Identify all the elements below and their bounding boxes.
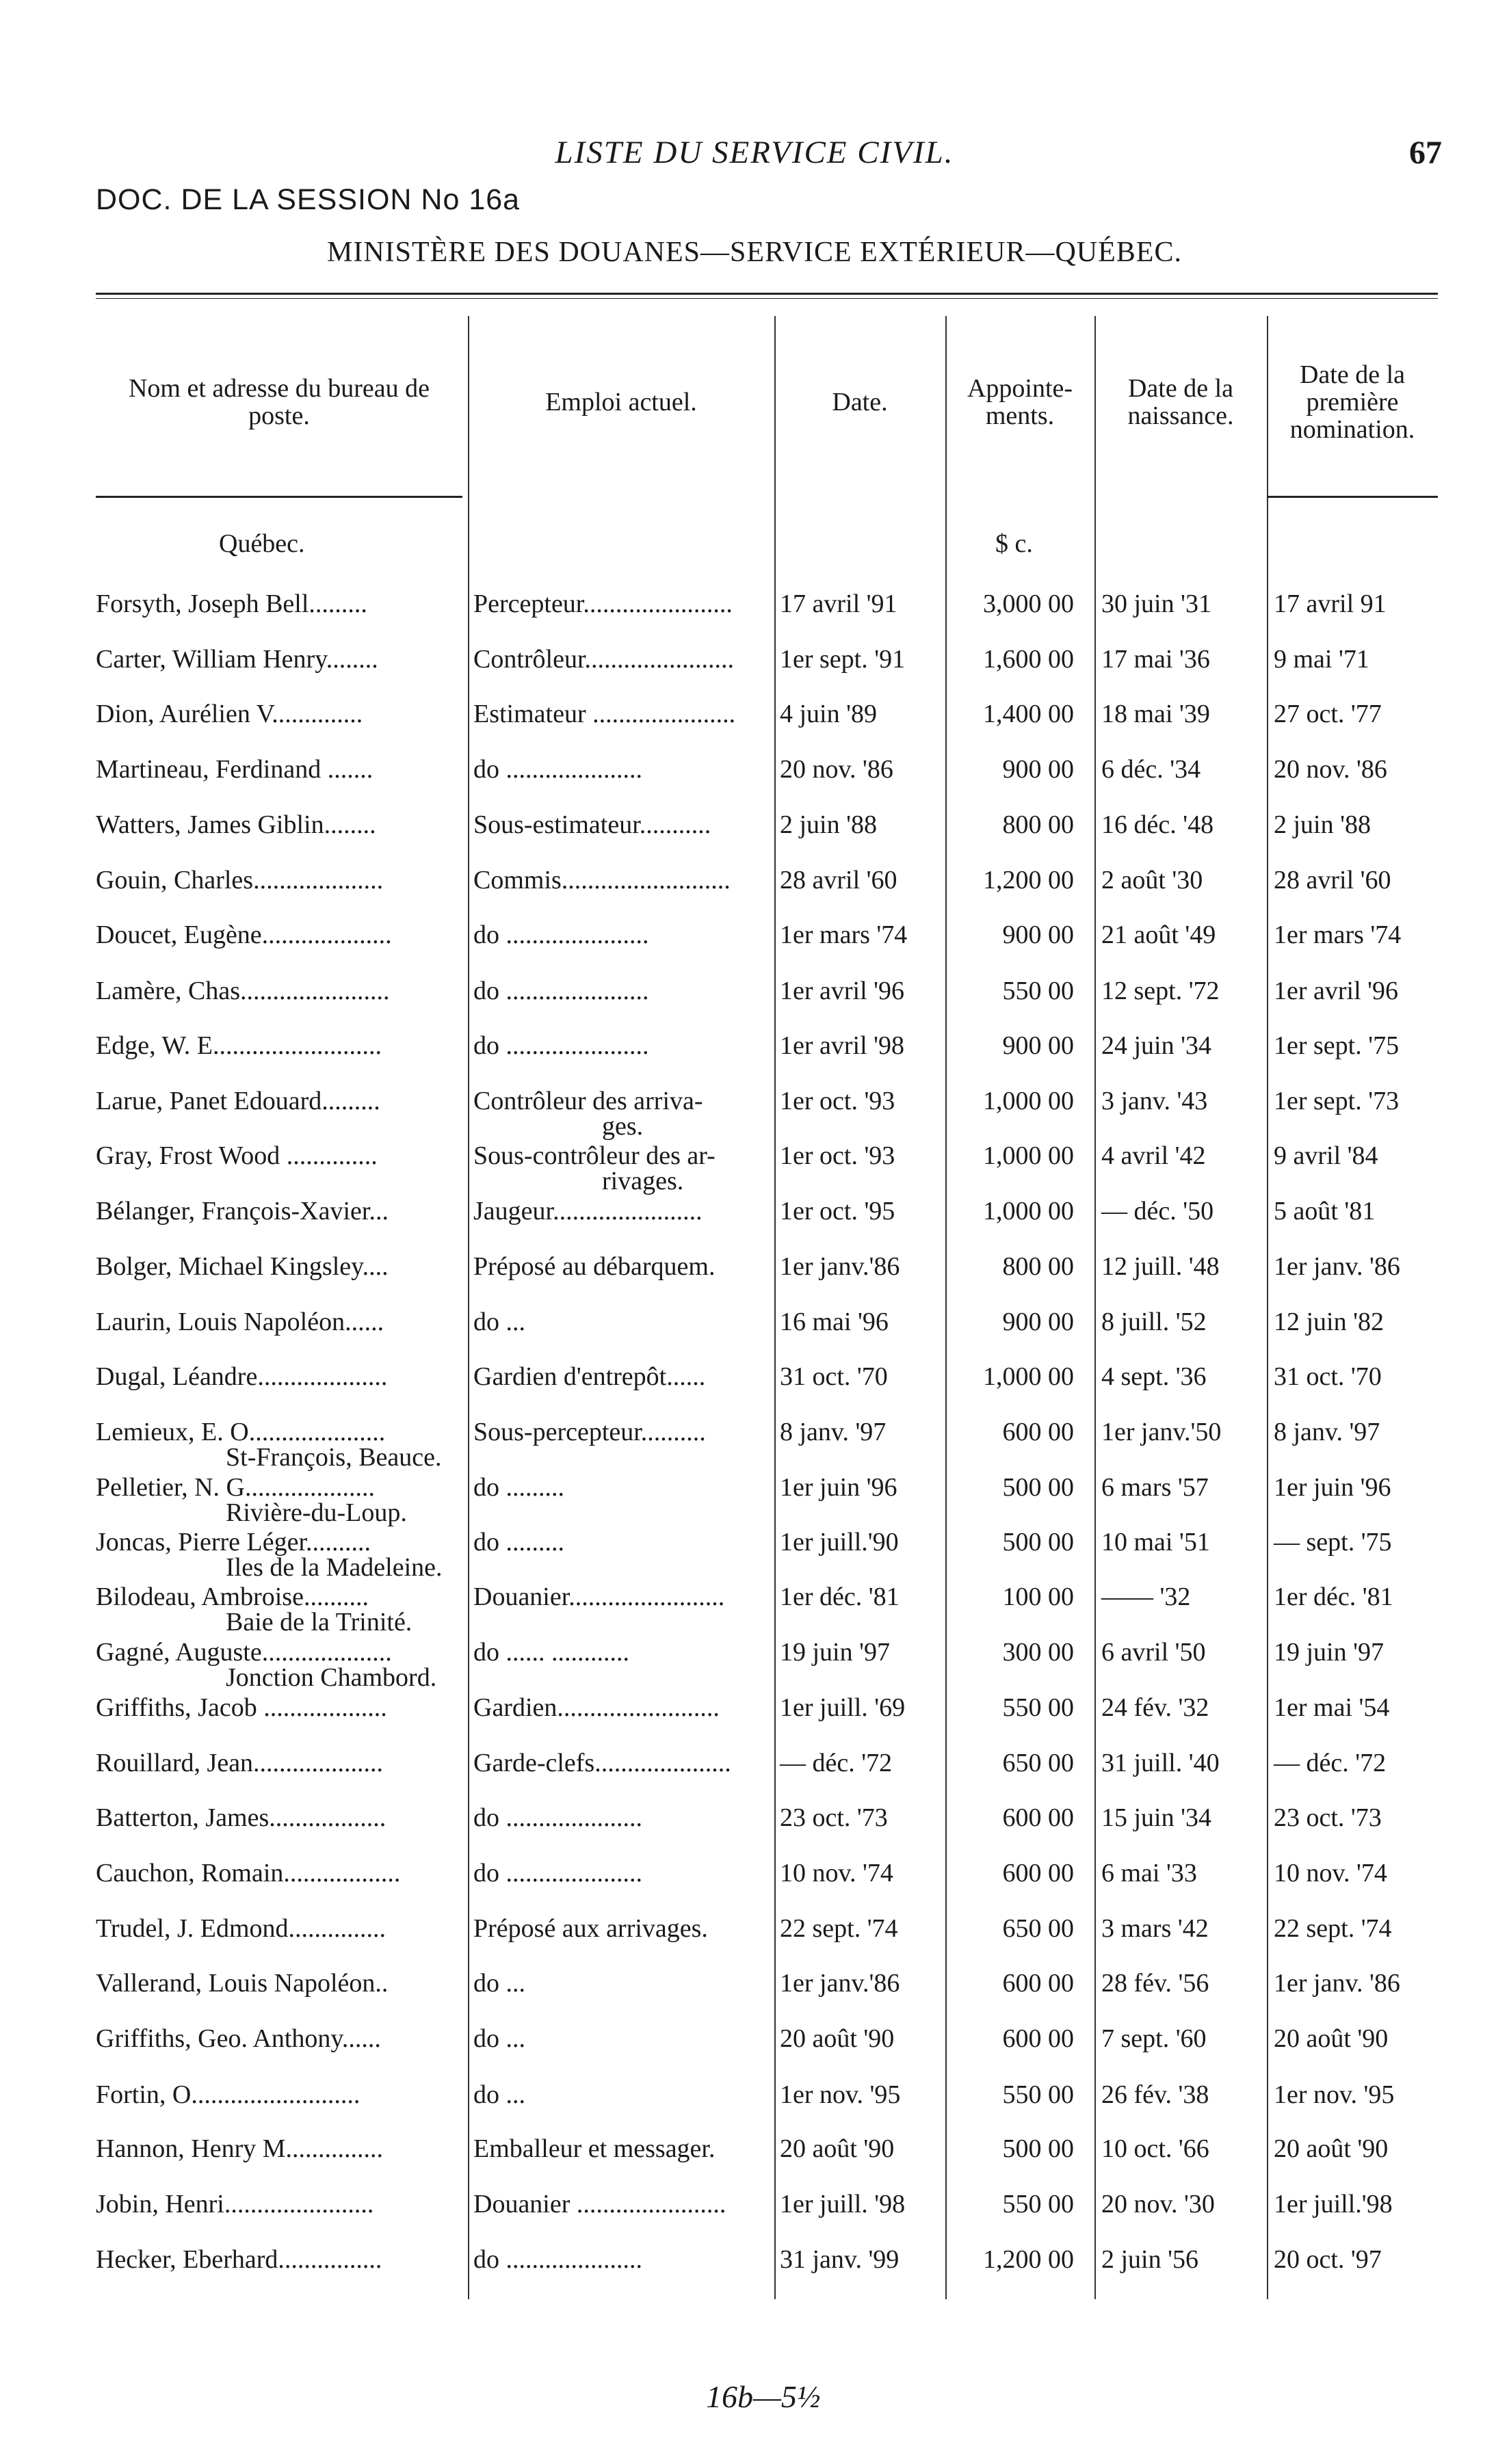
row-appointements: 3,000 00 (983, 589, 1074, 618)
row-naissance: 2 août '30 (1101, 866, 1203, 895)
row-nomination: 1er mars '74 (1274, 920, 1402, 949)
row-nomination: 12 juin '82 (1274, 1308, 1384, 1336)
row-date: 1er oct. '93 (780, 1141, 895, 1170)
row-emploi: Sous-estimateur........... (473, 810, 711, 839)
row-name: Rouillard, Jean.................... (96, 1749, 384, 1777)
row-nomination: 17 avril 91 (1274, 589, 1387, 618)
row-nomination: 20 août '90 (1274, 2134, 1389, 2163)
row-date: 1er nov. '95 (780, 2080, 901, 2109)
row-name: Bolger, Michael Kingsley.... (96, 1252, 389, 1281)
row-name: Trudel, J. Edmond............... (96, 1914, 386, 1943)
row-naissance: 10 oct. '66 (1101, 2134, 1209, 2163)
row-appointements: 900 00 (1002, 755, 1074, 784)
row-nomination: 9 avril '84 (1274, 1141, 1378, 1170)
row-name: Gouin, Charles.................... (96, 866, 384, 895)
currency-label: $ c. (995, 529, 1033, 558)
row-name: Laurin, Louis Napoléon...... (96, 1308, 384, 1336)
row-emploi: Sous-contrôleur des ar- (473, 1141, 716, 1170)
row-appointements: 550 00 (1002, 2080, 1074, 2109)
row-emploi-continued: rivages. (602, 1167, 684, 1195)
row-location: Iles de la Madeleine. (226, 1553, 443, 1582)
row-appointements: 600 00 (1002, 1969, 1074, 1998)
row-naissance: 6 avril '50 (1101, 1638, 1206, 1667)
row-naissance: 12 sept. '72 (1101, 977, 1220, 1005)
row-nomination: 8 janv. '97 (1274, 1418, 1380, 1446)
row-naissance: —— '32 (1101, 1582, 1191, 1611)
row-location: Baie de la Trinité. (226, 1608, 412, 1637)
row-emploi: Commis.......................... (473, 866, 731, 895)
row-appointements: 1,000 00 (983, 1141, 1074, 1170)
row-date: 16 mai '96 (780, 1308, 889, 1336)
row-naissance: 4 sept. '36 (1101, 1362, 1207, 1391)
row-naissance: 12 juill. '48 (1101, 1252, 1220, 1281)
row-naissance: 8 juill. '52 (1101, 1308, 1207, 1336)
row-nomination: 1er déc. '81 (1274, 1582, 1393, 1611)
row-naissance: 21 août '49 (1101, 920, 1216, 949)
section-label: Québec. (219, 529, 305, 558)
row-date: 28 avril '60 (780, 866, 897, 895)
row-name: Joncas, Pierre Léger.......... (96, 1528, 371, 1556)
row-emploi: Garde-clefs..................... (473, 1749, 731, 1777)
row-nomination: 9 mai '71 (1274, 645, 1369, 674)
row-date: 31 janv. '99 (780, 2245, 900, 2274)
row-appointements: 800 00 (1002, 1252, 1074, 1281)
row-date: 1er mars '74 (780, 920, 908, 949)
row-name: Lemieux, E. O..................... (96, 1418, 386, 1446)
row-naissance: 20 nov. '30 (1101, 2190, 1215, 2218)
row-emploi: do ...................... (473, 977, 649, 1005)
row-emploi: do ... (473, 2080, 525, 2109)
row-name: Griffiths, Jacob ................... (96, 1693, 387, 1722)
row-appointements: 100 00 (1002, 1582, 1074, 1611)
row-date: 1er oct. '93 (780, 1087, 895, 1115)
row-date: 1er juill. '98 (780, 2190, 906, 2218)
row-naissance: 1er janv.'50 (1101, 1418, 1222, 1446)
row-naissance: 10 mai '51 (1101, 1528, 1210, 1556)
row-emploi: do ...................... (473, 1031, 649, 1060)
row-name: Larue, Panet Edouard......... (96, 1087, 380, 1115)
row-naissance: 31 juill. '40 (1101, 1749, 1220, 1777)
row-date: 4 juin '89 (780, 700, 877, 728)
row-naissance: 6 déc. '34 (1101, 755, 1201, 784)
row-nomination: — sept. '75 (1274, 1528, 1392, 1556)
row-date: 22 sept. '74 (780, 1914, 898, 1943)
row-appointements: 600 00 (1002, 1803, 1074, 1832)
row-naissance: 3 janv. '43 (1101, 1087, 1208, 1115)
row-emploi: do ......... (473, 1473, 564, 1502)
row-nomination: 20 oct. '97 (1274, 2245, 1382, 2274)
row-date: 31 oct. '70 (780, 1362, 888, 1391)
row-date: 1er juill.'90 (780, 1528, 899, 1556)
row-nomination: 1er mai '54 (1274, 1693, 1390, 1722)
row-date: 1er avril '96 (780, 977, 905, 1005)
row-date: 8 janv. '97 (780, 1418, 887, 1446)
row-naissance: 3 mars '42 (1101, 1914, 1209, 1943)
row-name: Watters, James Giblin........ (96, 810, 376, 839)
row-appointements: 1,000 00 (983, 1087, 1074, 1115)
row-appointements: 1,000 00 (983, 1197, 1074, 1226)
column-divider (945, 316, 947, 2299)
row-appointements: 650 00 (1002, 1749, 1074, 1777)
row-appointements: 500 00 (1002, 1528, 1074, 1556)
row-appointements: 900 00 (1002, 920, 1074, 949)
row-naissance: 24 fév. '32 (1101, 1693, 1209, 1722)
row-emploi: do ......... (473, 1528, 564, 1556)
header-rule (1267, 496, 1438, 498)
row-appointements: 300 00 (1002, 1638, 1074, 1667)
row-appointements: 800 00 (1002, 810, 1074, 839)
row-naissance: 26 fév. '38 (1101, 2080, 1209, 2109)
row-date: 20 août '90 (780, 2134, 895, 2163)
row-location: Jonction Chambord. (226, 1663, 437, 1692)
row-appointements: 1,000 00 (983, 1362, 1074, 1391)
row-appointements: 600 00 (1002, 1418, 1074, 1446)
row-emploi: Douanier ....................... (473, 2190, 726, 2218)
row-appointements: 1,600 00 (983, 645, 1074, 674)
row-nomination: 1er juin '96 (1274, 1473, 1391, 1502)
row-name: Batterton, James.................. (96, 1803, 386, 1832)
row-appointements: 500 00 (1002, 2134, 1074, 2163)
row-nomination: 28 avril '60 (1274, 866, 1391, 895)
row-name: Dion, Aurélien V.............. (96, 700, 363, 728)
running-title: LISTE DU SERVICE CIVIL. (555, 135, 954, 170)
row-nomination: 22 sept. '74 (1274, 1914, 1392, 1943)
row-appointements: 550 00 (1002, 977, 1074, 1005)
row-appointements: 600 00 (1002, 2024, 1074, 2053)
row-nomination: 19 juin '97 (1274, 1638, 1384, 1667)
row-emploi: do ..................... (473, 2245, 642, 2274)
row-nomination: 10 nov. '74 (1274, 1859, 1387, 1887)
row-appointements: 1,200 00 (983, 866, 1074, 895)
row-name: Forsyth, Joseph Bell......... (96, 589, 367, 618)
row-name: Martineau, Ferdinand ....... (96, 755, 373, 784)
row-naissance: 2 juin '56 (1101, 2245, 1198, 2274)
row-naissance: — déc. '50 (1101, 1197, 1214, 1226)
signature-mark: 16b—5½ (706, 2379, 821, 2414)
row-naissance: 4 avril '42 (1101, 1141, 1206, 1170)
row-emploi: do ... (473, 1308, 525, 1336)
row-name: Vallerand, Louis Napoléon.. (96, 1969, 389, 1998)
row-nomination: 1er juill.'98 (1274, 2190, 1393, 2218)
row-name: Gray, Frost Wood .............. (96, 1141, 378, 1170)
row-emploi: Contrôleur des arriva- (473, 1087, 703, 1115)
row-nomination: 1er avril '96 (1274, 977, 1399, 1005)
row-appointements: 550 00 (1002, 2190, 1074, 2218)
row-nomination: 1er sept. '75 (1274, 1031, 1400, 1060)
row-emploi: do ..................... (473, 1859, 642, 1887)
row-emploi: Sous-percepteur.......... (473, 1418, 706, 1446)
ministry-heading: MINISTÈRE DES DOUANES—SERVICE EXTÉRIEUR—QUÉBEC. (327, 237, 1182, 268)
row-appointements: 550 00 (1002, 1693, 1074, 1722)
row-name: Edge, W. E.......................... (96, 1031, 382, 1060)
row-nomination: 1er janv. '86 (1274, 1969, 1400, 1998)
row-name: Jobin, Henri....................... (96, 2190, 374, 2218)
document-reference: DOC. DE LA SESSION No 16a (96, 183, 521, 216)
header-date: Date. (832, 388, 888, 416)
row-naissance: 7 sept. '60 (1101, 2024, 1207, 2053)
row-emploi: do ... (473, 1969, 525, 1998)
row-location: St-François, Beauce. (226, 1443, 442, 1472)
row-emploi: Emballeur et messager. (473, 2134, 716, 2163)
row-date: 1er juin '96 (780, 1473, 897, 1502)
row-name: Doucet, Eugène.................... (96, 920, 392, 949)
row-emploi: Contrôleur....................... (473, 645, 735, 674)
row-emploi: do ...................... (473, 920, 649, 949)
row-naissance: 15 juin '34 (1101, 1803, 1211, 1832)
row-nomination: 2 juin '88 (1274, 810, 1371, 839)
header-rule (96, 496, 462, 498)
top-rule (96, 293, 1438, 295)
row-nomination: 20 nov. '86 (1274, 755, 1387, 784)
row-date: 10 nov. '74 (780, 1859, 893, 1887)
row-name: Fortin, O.......................... (96, 2080, 360, 2109)
row-naissance: 17 mai '36 (1101, 645, 1210, 674)
row-name: Bélanger, François-Xavier... (96, 1197, 389, 1226)
row-name: Cauchon, Romain.................. (96, 1859, 401, 1887)
row-appointements: 650 00 (1002, 1914, 1074, 1943)
row-date: 17 avril '91 (780, 589, 897, 618)
row-appointements: 1,200 00 (983, 2245, 1074, 2274)
row-emploi: do ..................... (473, 755, 642, 784)
row-nomination: — déc. '72 (1274, 1749, 1387, 1777)
header-nomination: Date de la première nomination. (1289, 360, 1415, 444)
row-naissance: 6 mai '33 (1101, 1859, 1197, 1887)
row-name: Hecker, Eberhard................ (96, 2245, 382, 2274)
row-nomination: 1er sept. '73 (1274, 1087, 1400, 1115)
row-name: Carter, William Henry........ (96, 645, 378, 674)
row-emploi: Percepteur....................... (473, 589, 733, 618)
page-number: 67 (1409, 135, 1442, 171)
row-name: Bilodeau, Ambroise.......... (96, 1582, 369, 1611)
header-name: Nom et adresse du bureau de poste. (128, 374, 430, 430)
row-appointements: 900 00 (1002, 1031, 1074, 1060)
row-naissance: 24 juin '34 (1101, 1031, 1211, 1060)
row-naissance: 6 mars '57 (1101, 1473, 1209, 1502)
row-emploi: Estimateur ...................... (473, 700, 736, 728)
row-nomination: 5 août '81 (1274, 1197, 1376, 1226)
row-emploi-continued: ges. (602, 1112, 644, 1141)
row-naissance: 30 juin '31 (1101, 589, 1211, 618)
row-date: 1er avril '98 (780, 1031, 905, 1060)
header-naissance: Date de la naissance. (1127, 374, 1234, 430)
row-location: Rivière-du-Loup. (226, 1498, 407, 1527)
top-rule-thin (96, 298, 1438, 299)
row-nomination: 1er janv. '86 (1274, 1252, 1400, 1281)
column-divider (1267, 316, 1268, 2299)
row-nomination: 1er nov. '95 (1274, 2080, 1395, 2109)
row-naissance: 28 fév. '56 (1101, 1969, 1209, 1998)
row-emploi: Préposé aux arrivages. (473, 1914, 708, 1943)
row-nomination: 23 oct. '73 (1274, 1803, 1382, 1832)
row-date: 1er juill. '69 (780, 1693, 906, 1722)
row-appointements: 600 00 (1002, 1859, 1074, 1887)
row-emploi: Gardien......................... (473, 1693, 720, 1722)
row-nomination: 31 oct. '70 (1274, 1362, 1382, 1391)
column-divider (468, 316, 469, 2299)
row-date: — déc. '72 (780, 1749, 893, 1777)
row-date: 1er oct. '95 (780, 1197, 895, 1226)
row-nomination: 20 août '90 (1274, 2024, 1389, 2053)
row-date: 1er sept. '91 (780, 645, 906, 674)
row-emploi: do ... (473, 2024, 525, 2053)
row-name: Gagné, Auguste.................... (96, 1638, 392, 1667)
row-emploi: do ...... ............ (473, 1638, 629, 1667)
row-date: 1er janv.'86 (780, 1252, 900, 1281)
row-naissance: 16 déc. '48 (1101, 810, 1214, 839)
row-emploi: Gardien d'entrepôt...... (473, 1362, 706, 1391)
row-date: 1er déc. '81 (780, 1582, 900, 1611)
column-divider (774, 316, 776, 2299)
row-date: 1er janv.'86 (780, 1969, 900, 1998)
row-name: Hannon, Henry M............... (96, 2134, 384, 2163)
row-nomination: 27 oct. '77 (1274, 700, 1382, 728)
row-emploi: do ..................... (473, 1803, 642, 1832)
header-appointements: Appointe-ments. (967, 374, 1073, 430)
row-date: 20 août '90 (780, 2024, 895, 2053)
row-appointements: 500 00 (1002, 1473, 1074, 1502)
row-emploi: Jaugeur....................... (473, 1197, 703, 1226)
row-date: 23 oct. '73 (780, 1803, 888, 1832)
column-divider (1094, 316, 1096, 2299)
row-date: 2 juin '88 (780, 810, 877, 839)
row-emploi: Douanier........................ (473, 1582, 725, 1611)
row-name: Griffiths, Geo. Anthony...... (96, 2024, 381, 2053)
header-emploi: Emploi actuel. (545, 388, 697, 416)
row-name: Lamère, Chas....................... (96, 977, 390, 1005)
row-name: Dugal, Léandre.................... (96, 1362, 388, 1391)
row-appointements: 1,400 00 (983, 700, 1074, 728)
row-naissance: 18 mai '39 (1101, 700, 1210, 728)
row-date: 20 nov. '86 (780, 755, 893, 784)
row-date: 19 juin '97 (780, 1638, 890, 1667)
row-appointements: 900 00 (1002, 1308, 1074, 1336)
row-emploi: Préposé au débarquem. (473, 1252, 716, 1281)
row-name: Pelletier, N. G.................... (96, 1473, 375, 1502)
